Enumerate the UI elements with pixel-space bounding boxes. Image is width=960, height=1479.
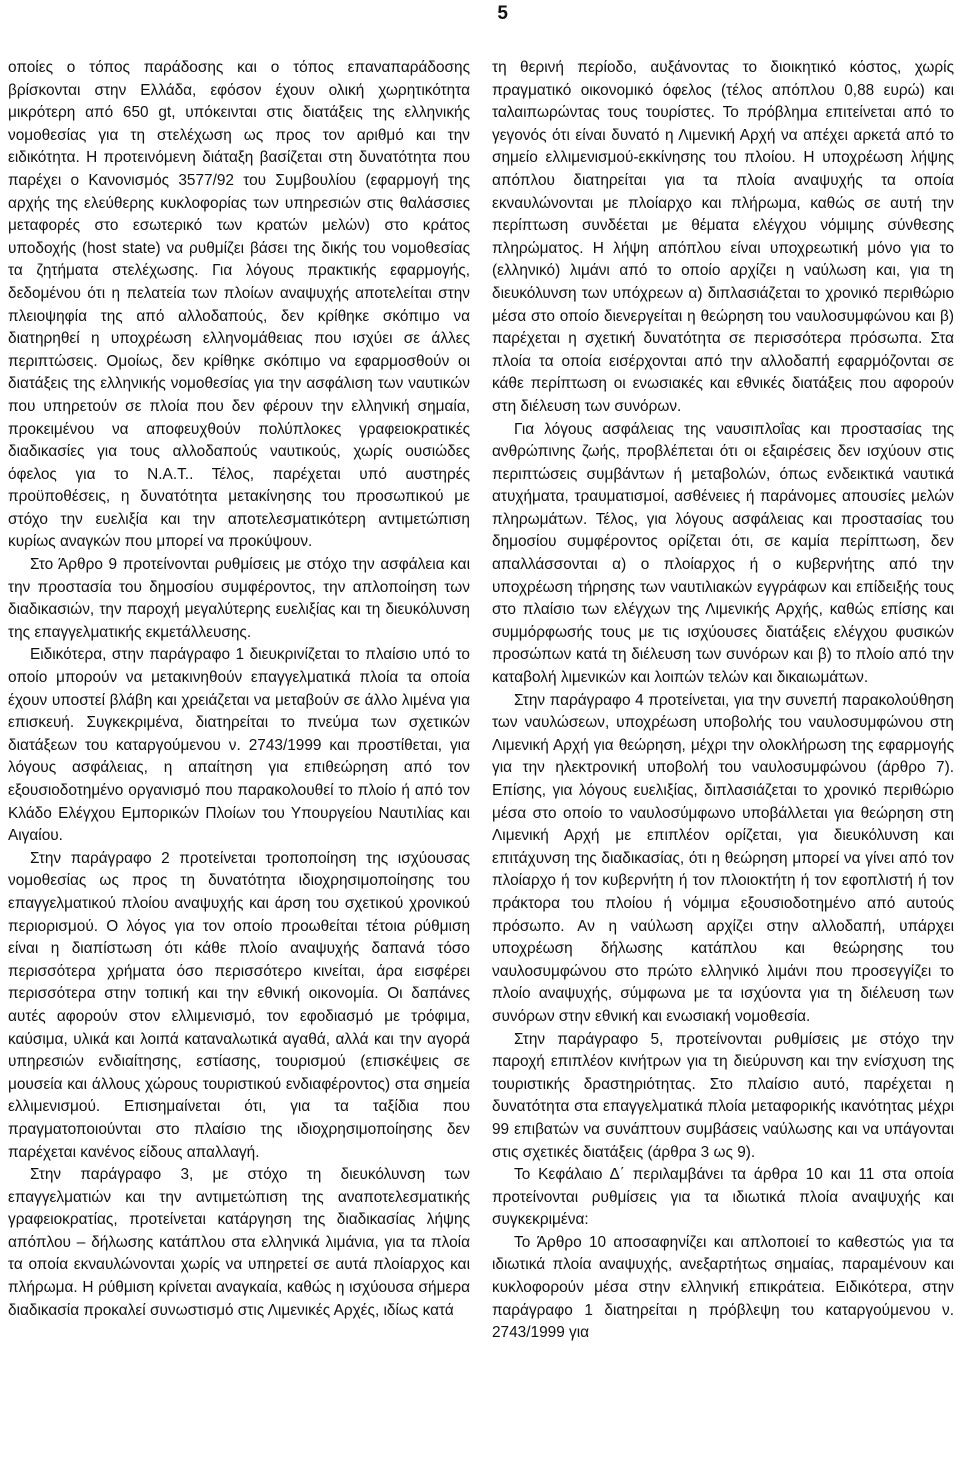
paragraph: Στην παράγραφο 4 προτείνεται, για την συνεπή παρακολούθηση των ναυλώσεων, υποχρέωση υποβολής του ναυλοσυμφώνου στη Λιμενική Αρχή για θεώρηση, μέχρι την ολοκλήρωση της εφαρμογής για την ηλεκτρονική υποβολή του ναυλοσυμφώνου (άρθρο 7). Επίσης, για λόγους ευελιξίας, διπλασιάζεται το χρονικό περιθώριο μέσα στο οποίο το ναυλοσύμφωνο υποβάλλεται για θεώρηση στη Λιμενική Αρχή με επιπλέον ορίζεται, για διευκόλυνση και επιτάχυνση της διαδικασίας, ότι η θεώρηση μπορεί να γίνει από τον πλοίαρχο ή τον κυβερνήτη ή τον πλοιοκτήτη ή τον εφοπλιστή ή τον πράκτορα του πλοίου ή νόμιμα εξουσιοδοτημένο από αυτούς πρόσωπο. Αν η ναύλωση αρχίζει στην αλλοδαπή, υπάρχει υποχρέωση δήλωσης κατάπλου και θεώρησης του ναυλοσυμφώνου στο πρώτο ελληνικό λιμάνι που προσεγγίζει το πλοίο αναψυχής, σύμφωνα με τα ισχύοντα για τη διέλευση των συνόρων στην εθνική και ενωσιακή νομοθεσία. [492,691,954,1025]
paragraph: Στο Άρθρο 9 προτείνονται ρυθμίσεις με στόχο την ασφάλεια και την προστασία του δημοσίου συμφέροντος, την απλοποίηση των διαδικασιών, την παροχή μεγαλύτερης ευελιξίας και τη διευκόλυνση της επαγγελματικής εκμετάλλευσης. [8,556,470,641]
right-column [492,57,954,1345]
paragraph: Το Κεφάλαιο Δ΄ περιλαμβάνει τα άρθρα 10 και 11 στα οποία προτείνονται ρυθμίσεις για τα ιδιωτικά πλοία αναψυχής και συγκεκριμένα: [492,1166,954,1229]
left-column [8,57,470,1345]
paragraph: Ειδικότερα, στην παράγραφο 1 διευκρινίζεται το πλαίσιο υπό το οποίο μπορούν να μετακινηθούν επαγγελματικά πλοία τα οποία έχουν υποστεί βλάβη και χρειάζεται να μεταβούν σε άλλο λιμένα για επισκευή. Συγκεκριμένα, διατηρείται το πνεύμα των σχετικών διατάξεων του καταργούμενου ν. 2743/1999 και προστίθεται, για λόγους ασφάλειας, η απαίτηση για επιθεώρηση από τον εξουσιοδοτημένο οργανισμό που παρακολουθεί το πλοίο ή από τον Κλάδο Ελέγχου Εμπορικών Πλοίων του Υπουργείου Ναυτιλίας και Αιγαίου. [8,646,470,845]
paragraph: Στην παράγραφο 5, προτείνονται ρυθμίσεις με στόχο την παροχή επιπλέον κινήτρων για τη διεύρυνση και την ενίσχυση της τουριστικής δραστηριότητας. Στο πλαίσιο αυτό, παρέχεται η δυνατότητα στα επαγγελματικά πλοία μεταφορικής ικανότητας μέχρι 99 επιβατών να συνάπτουν συμβάσεις ναύλωσης και να υπάγονται στις σχετικές διατάξεις (άρθρα 3 ως 9). [492,1030,954,1161]
paragraph: οποίες ο τόπος παράδοσης και ο τόπος επαναπαράδοσης βρίσκονται στην Ελλάδα, εφόσον έχουν ολική χωρητικότητα μικρότερη από 650 gt, υπόκεινται στις διατάξεις της ελληνικής νομοθεσίας για τη στελέχωση ως προς τον αριθμό και την ειδικότητα. Η προτεινόμενη διάταξη βασίζεται στη δυνατότητα που παρέχει ο Κανονισμός 3577/92 του Συμβουλίου (εφαρμογή της αρχής της ελεύθερης κυκλοφορίας των υπηρεσιών στις θαλάσσιες μεταφορές στο εσωτερικό των κρατών μελών) στο κράτος υποδοχής (host state) να ρυθμίζει βάσει της δικής του νομοθεσίας τα ζητήματα στελέχωσης. Για λόγους πρακτικής εφαρμογής, δεδομένου ότι η πελατεία των πλοίων αναψυχής αποτελείται στην πλειοψηφία της από αλλοδαπούς, δεν κρίθηκε σκόπιμο να διατηρηθεί η υποχρέωση ελληνομάθειας που ισχύει σε άλλες περιπτώσεις. Ομοίως, δεν κρίθηκε σκόπιμο να εφαρμοσθούν οι διατάξεις της ελληνικής νομοθεσίας για την ασφάλιση των ναυτικών που υπηρετούν σε πλοία που δεν φέρουν την ελληνική σημαία, προκειμένου να αποφευχθούν πολύπλοκες γραφειοκρατικές διαδικασίες για τους αλλοδαπούς ναυτικούς, χωρίς ουσιώδες όφελος για το Ν.Α.Τ.. Τέλος, παρέχεται υπό αυστηρές προϋποθέσεις, η δυνατότητα μετακίνησης του προσωπικού με στόχο την ευελιξία και την αποτελεσματικότερη αντιμετώπιση κυρίως αναγκών που μπορεί να προκύψουν. [8,59,470,551]
page-number: 5 [497,3,508,24]
paragraph: Για λόγους ασφάλειας της ναυσιπλοΐας και προστασίας της ανθρώπινης ζωής, προβλέπεται ότι οι εξαιρέσεις δεν ισχύουν στις περιπτώσεις συμβάντων ή μεταβολών, όπως ενδεικτικά ναυτικά ατυχήματα, τραυματισμοί, ασθένειες ή παράνομες απουσίες μελών πληρωμάτων. Τέλος, για λόγους ασφάλειας και προστασίας του δημοσίου συμφέροντος ορίζεται ότι, σε καμία περίπτωση, δεν απαλλάσσονται α) ο πλοίαρχος ή ο κυβερνήτης από την υποχρέωση τήρησης των ναυτιλιακών εγγράφων και επίδειξής τους στο πλαίσιο των ελέγχων της Λιμενικής Αρχής, καθώς επίσης και συμμόρφωσής τους με τις ισχύουσες διατάξεις ελέγχου φυσικών προσώπων κατά τη διέλευση των συνόρων και β) το πλοίο από την καταβολή λιμενικών και λοιπών τελών και δικαιωμάτων. [492,420,954,687]
paragraph: τη θερινή περίοδο, αυξάνοντας το διοικητικό κόστος, χωρίς πραγματικό οικονομικό όφελος (τέλος απόπλου 0,88 ευρώ) και ταλαιπωρώντας τους τουρίστες. Το πρόβλημα επιτείνεται από το γεγονός ότι είναι δυνατό η Λιμενική Αρχή να απέχει αρκετά από το σημείο ελλιμενισμού-εκκίνησης του πλοίου. Η υποχρέωση λήψης απόπλου διατηρείται για τα πλοία αναψυχής τα οποία εκναυλώνονται με πλοίαρχο και πλήρωμα, καθώς σε αυτή την περίπτωση συνδέεται με θέματα ελέγχου νόμιμης σύνθεσης πληρώματος. Η λήψη απόπλου είναι υποχρεωτική μόνο για το (ελληνικό) λιμάνι από το οποίο αρχίζει η ναύλωση και, για τη διευκόλυνση των υπόχρεων α) διπλασιάζεται το χρονικό περιθώριο μέσα στο οποίο διενεργείται η θεώρηση του ναυλοσυμφώνου και β) παρέχεται η σχετική δυνατότητα σε περισσότερα πρόσωπα. Στα πλοία τα οποία εισέρχονται από την αλλοδαπή εφαρμόζονται σε κάθε περίπτωση οι ενωσιακές και εθνικές διατάξεις που αφορούν στη διέλευση των συνόρων. [492,59,954,415]
paragraph: Στην παράγραφο 3, με στόχο τη διευκόλυνση των επαγγελματιών και την αντιμετώπιση της αναποτελεσματικής γραφειοκρατίας, προτείνεται κατάργηση της διαδικασίας λήψης απόπλου – δήλωσης κατάπλου στα ελληνικά λιμάνια, για τα πλοία τα οποία εκναυλώνονται χωρίς να υπηρετεί σε αυτά πλοίαρχος και πλήρωμα. Η ρύθμιση κρίνεται αναγκαία, καθώς η ισχύουσα σήμερα διαδικασία προκαλεί συνωστισμό στις Λιμενικές Αρχές, ιδίως κατά [8,1166,470,1319]
paragraph: Το Άρθρο 10 αποσαφηνίζει και απλοποιεί το καθεστώς για τα ιδιωτικά πλοία αναψυχής, ανεξαρτήτως σημαίας, παραμένουν και κυκλοφορούν μέσα στην ελληνική επικράτεια. Ειδικότερα, στην παράγραφο 1 διατηρείται η πρόβλεψη του καταργούμενου ν. 2743/1999 για [492,1233,954,1342]
document-body [8,57,954,1345]
paragraph: Στην παράγραφο 2 προτείνεται τροποποίηση της ισχύουσας νομοθεσίας ως προς τη δυνατότητα ιδιοχρησιμοποίησης του επαγγελματικού πλοίου αναψυχής και άρση του σχετικού χρονικού περιορισμού. Ο λόγος για τον οποίο προωθείται τέτοια ρύθμιση είναι η διαπίστωση ότι κάθε πλοίο αναψυχής δαπανά τόσο περισσότερα χρήματα όσο περισσότερο κινείται, άρα εισφέρει περισσότερα στην τοπική και την εθνική οικονομία. Οι δαπάνες αυτές αφορούν στον ελλιμενισμό, τον εφοδιασμό με τρόφιμα, καύσιμα, υλικά και λοιπά καταναλωτικά αγαθά, αλλά και την αγορά υπηρεσιών ενδιαίτησης, εστίασης, τουρισμού (επισκέψεις σε μουσεία και άλλους χώρους τουριστικού ενδιαφέροντος) στα σημεία ελλιμενισμού. Επισημαίνεται ότι, για τα ταξίδια που πραγματοποιούνται στο πλαίσιο της ιδιοχρησιμοποίησης δεν παρέχεται κανένος είδους απαλλαγή. [8,849,470,1161]
